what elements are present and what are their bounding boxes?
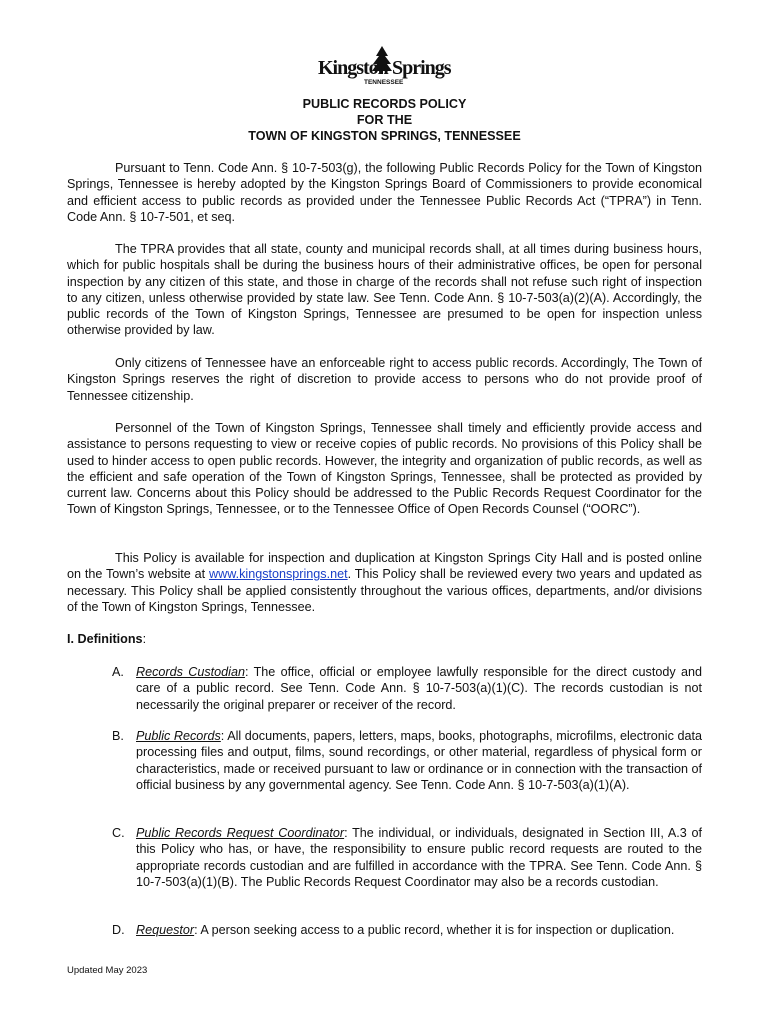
definition-letter: B. — [112, 729, 124, 743]
paragraph-5-after-link: . This Policy shall be reviewed every two years and updated as necessary. This Policy shall be applied consistently throughout the various offices, departments, and/or divisions of the Town of Kingston Springs, Tennessee. — [67, 567, 702, 614]
definitions-heading-text: I. Definitions — [67, 632, 143, 646]
definition-public-records — [112, 728, 702, 793]
definitions-heading — [67, 631, 146, 647]
definition-term: Requestor — [136, 923, 195, 937]
title-line-1: PUBLIC RECORDS POLICY — [302, 97, 467, 111]
paragraph-4 — [67, 420, 702, 518]
logo-graphic — [318, 44, 454, 86]
paragraph-2-text: The TPRA provides that all state, county and municipal records shall, at all times during business hours, which for public hospitals shall be during the business hours of their administrative offices, be open for personal inspection by any citizen of this state, and those in charge of the records shall not refuse such right of inspection to any citizen, unless otherwise provided by state law. See Tenn. Code Ann. § 10-7-503(a)(2)(A). Accordingly, the public records of the Town of Kingston Springs, Tennessee are presumed to be open for inspection unless otherwise provided by law. — [67, 242, 702, 338]
definition-body — [136, 922, 702, 938]
paragraph-5-text — [67, 550, 702, 615]
definition-request-coordinator — [112, 825, 702, 890]
kingston-springs-logo — [318, 44, 454, 86]
definition-text: : The individual, or individuals, designated in Section III, A.3 of this Policy who has, or have, the responsibility to ensure public record requests are routed to the appropriate records custodian and are fulfilled in accordance with the TPRA. See Tenn. Code Ann. § 10-7-503(a)(1)(B). The Public Records Request Coordinator may also be a records custodian. — [136, 826, 702, 889]
definition-term: Public Records Request Coordinator — [136, 826, 345, 840]
definition-body — [136, 664, 702, 713]
logo-state: TENNESSEE — [364, 79, 404, 86]
definition-letter: A. — [112, 665, 124, 679]
definition-term: Public Records — [136, 729, 221, 743]
town-website-link[interactable]: www.kingstonsprings.net — [209, 567, 348, 582]
definition-term: Records Custodian — [136, 665, 245, 679]
paragraph-5-before-link: This Policy is available for inspection and duplication at Kingston Springs City Hall and is posted online on the Town’s website at — [67, 551, 702, 582]
paragraph-3-text: Only citizens of Tennessee have an enforceable right to access public records. Accordingly, The Town of Kingston Springs reserves the right of discretion to provide access to persons who do not provide proof of Tennessee citizenship. — [67, 356, 702, 403]
definition-body — [136, 728, 702, 793]
title-line-3: TOWN OF KINGSTON SPRINGS, TENNESSEE — [248, 129, 521, 143]
definition-text: : The office, official or employee lawfully responsible for the direct custody and care of a public record. See Tenn. Code Ann. § 10-7-503(a)(1)(C). The records custodian is not necessarily the original preparer or receiver of the record. — [136, 665, 702, 712]
definitions-heading-colon: : — [142, 632, 147, 646]
paragraph-3 — [67, 355, 702, 404]
paragraph-1 — [67, 160, 702, 225]
definition-letter: D. — [112, 923, 125, 937]
policy-title — [67, 96, 702, 144]
paragraph-4-text: Personnel of the Town of Kingston Springs, Tennessee shall timely and efficiently provide access and assistance to persons requesting to view or receive copies of public records. No provisions of this Policy shall be used to hinder access to open public records. However, the integrity and organization of public records, as well as the efficient and safe operation of the Town of Kingston Springs, Tennessee, shall be protected as provided by current law. Concerns about this Policy should be addressed to the Public Records Request Coordinator for the Town of Kingston Springs, Tennessee, or to the Tennessee Office of Open Records Counsel (“OORC”). — [67, 421, 702, 517]
definition-letter: C. — [112, 826, 125, 840]
definition-records-custodian — [112, 664, 702, 713]
definition-body — [136, 825, 702, 890]
footer-updated-date: Updated May 2023 — [67, 965, 148, 976]
paragraph-1-text: Pursuant to Tenn. Code Ann. § 10-7-503(g), the following Public Records Policy for the Town of Kingston Springs, Tennessee is hereby adopted by the Kingston Springs Board of Commissioners to provide economical and efficient access to public records as provided under the Tennessee Public Records Act (“TPRA”) in Tenn. Code Ann. § 10-7-501, et seq. — [67, 161, 702, 224]
logo-text-left: Kingston — [318, 57, 388, 79]
paragraph-5 — [67, 550, 702, 615]
definition-requestor — [112, 922, 702, 938]
definition-text: : A person seeking access to a public record, whether it is for inspection or duplication. — [194, 923, 675, 937]
paragraph-2 — [67, 241, 702, 339]
logo-text-right: Springs — [392, 57, 451, 79]
definition-text: : All documents, papers, letters, maps, books, photographs, microfilms, electronic data processing files and output, films, sound recordings, or other material, regardless of physical form or characteristics, made or received pursuant to law or ordinance or in connection with the transaction of official business by any governmental agency. See Tenn. Code Ann. § 10-7-503(a)(1)(A). — [136, 729, 702, 792]
title-line-2: FOR THE — [356, 113, 413, 127]
